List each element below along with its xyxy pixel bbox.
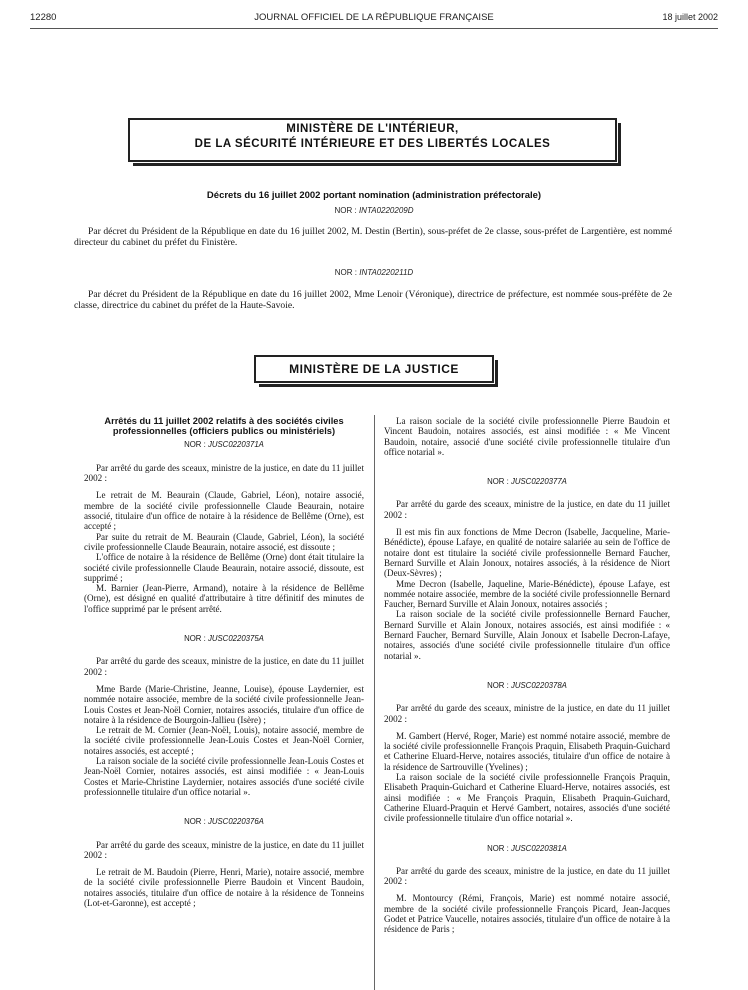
nor-label: NOR : xyxy=(184,817,206,827)
ministry-interior-line1: MINISTÈRE DE L'INTÉRIEUR, xyxy=(286,123,459,135)
decrees-title: Décrets du 16 juillet 2002 portant nomination (administration préfectorale) xyxy=(206,190,542,201)
nor-code: JUSC0220381A xyxy=(510,843,567,853)
nor-label: NOR : xyxy=(334,268,358,277)
paragraph: La raison sociale de la société civile professionnelle Bernard Faucher, Bernard Surville et Alain Jonoux, notaires associés, est ainsi modifiée : « Bernard Faucher, Bernard Surville, Alain Jonoux et Isabelle Decron-Lafaye, notaires, associés d'une société civile professionnelle titulaire d'un office notarial ». xyxy=(384,609,670,661)
left-column xyxy=(84,416,364,908)
ministry-justice-title: MINISTÈRE DE LA JUSTICE xyxy=(289,362,459,376)
paragraph: Le retrait de M. Beaurain (Claude, Gabriel, Léon), notaire associé, membre de la société civile professionnelle Claude Beaurain, notaire associé, titulaire d'un office de notaire à la résidence de Bellême (Orne), est accepté ; xyxy=(84,490,364,532)
paragraph: La raison sociale de la société civile professionnelle Jean-Louis Costes et Jean-Noël Cornier, notaires associés, est ainsi modifiée : « Jean-Louis Costes et Marie-Christine Laydernier, notaires associés d'une société civile professionnelle titulaire d'un office notarial ». xyxy=(84,756,364,797)
paragraph: Par arrêté du garde des sceaux, ministre de la justice, en date du 11 juillet 2002 : xyxy=(84,839,364,860)
nor-code: INTA0220209D xyxy=(358,206,414,215)
nor-code: JUSC0220371A xyxy=(207,439,264,449)
nor-label: NOR : xyxy=(487,680,509,690)
paragraph: M. Gambert (Hervé, Roger, Marie) est nommé notaire associé, membre de la société civile professionnelle François Praquin, Elisabeth Praquin-Guichard et Catherine Eluard-Herve, notaires associés, titulaire d'un office de notaire à la résidence de Sartrouville (Yvelines) ; xyxy=(384,730,670,772)
paragraph: M. Montourcy (Rémi, François, Marie) est nommé notaire associé, membre de la société civile professionnelle François Picard, Jean-Jacques Godet et Patrice Vaucelle, notaires associés, titulaire d'un office de notaire à la résidence de Paris ; xyxy=(384,893,670,935)
paragraph: Par arrêté du garde des sceaux, ministre de la justice, en date du 11 juillet 2002 : xyxy=(384,499,670,520)
nor-label: NOR : xyxy=(334,206,357,215)
decree-text-1: Par décret du Président de la République en date du 16 juillet 2002, M. Destin (Bertin), sous-préfet de 2e classe, sous-préfet de Largentière, est nommé directeur du cabinet du préfet du Finistère. xyxy=(74,226,672,248)
paragraph: L'office de notaire à la résidence de Bellême (Orne) dont était titulaire la société civile professionnelle Claude Beaurain, notaire associé, dissoute, est supprimé ; xyxy=(84,552,364,583)
nor-code: JUSC0220376A xyxy=(207,817,264,827)
right-column xyxy=(384,416,670,935)
arretes-title: Arrêtés du 11 juillet 2002 relatifs à des sociétés civiles professionnelles (officiers publics ou ministériels) xyxy=(104,416,344,437)
paragraph: Mme Barde (Marie-Christine, Jeanne, Louise), épouse Laydernier, est nommée notaire associée, membre de la société civile professionnelle Jean-Louis Costes et Jean-Noël Cornier, notaires associés, titulaire d'un office de notaire à la résidence de Bourgoin-Jallieu (Isère) ; xyxy=(84,683,364,725)
nor-label: NOR : xyxy=(184,634,206,644)
decree-paragraph xyxy=(74,289,672,311)
nor-reference xyxy=(0,268,748,277)
paragraph: Par suite du retrait de M. Beaurain (Claude, Gabriel, Léon), la société civile professionnelle Claude Beaurain, notaire associé, est dissoute ; xyxy=(84,531,364,552)
paragraph: Par arrêté du garde des sceaux, ministre de la justice, en date du 11 juillet 2002 : xyxy=(384,865,670,887)
nor-reference xyxy=(84,440,364,450)
paragraph: M. Barnier (Jean-Pierre, Armand), notaire à la résidence de Bellême (Orne), est désigné en qualité d'attributaire à titre définitif des minutes de l'office supprimé par le présent arrêté. xyxy=(84,583,364,614)
ministry-interior-box xyxy=(128,118,617,162)
header-rule xyxy=(30,28,718,29)
page-number: 12280 xyxy=(30,12,57,23)
column-separator xyxy=(374,415,375,990)
nor-reference xyxy=(384,477,670,487)
paragraph: Par arrêté du garde des sceaux, ministre de la justice, en date du 11 juillet 2002 : xyxy=(84,656,364,677)
paragraph: Par arrêté du garde des sceaux, ministre de la justice, en date du 11 juillet 2002 : xyxy=(384,703,670,724)
journal-title: JOURNAL OFFICIEL DE LA RÉPUBLIQUE FRANÇAISE xyxy=(254,12,494,23)
nor-code: JUSC0220377A xyxy=(510,477,567,487)
nor-code: INTA0220211D xyxy=(359,268,414,277)
ministry-interior-line2: DE LA SÉCURITÉ INTÉRIEURE ET DES LIBERTÉS LOCALES xyxy=(194,138,551,150)
nor-label: NOR : xyxy=(487,843,509,853)
page-header xyxy=(30,12,718,26)
nor-code: JUSC0220378A xyxy=(510,680,567,690)
paragraph: Mme Decron (Isabelle, Jaqueline, Marie-Bénédicte), épouse Lafaye, est nommée notaire associée, membre de la société civile professionnelle Bernard Faucher, Bernard Surville et Alain Jonoux, notaires associés ; xyxy=(384,578,670,610)
issue-date: 18 juillet 2002 xyxy=(662,12,718,22)
ministry-justice-box xyxy=(254,355,494,383)
paragraph: La raison sociale de la société civile professionnelle François Praquin, Elisabeth Praquin-Guichard et Catherine Eluard-Herve, notaires associés, est ainsi modifiée : « Me François Praquin, Elisabeth Praquin-Guichard, Catherine Eluard-Praquin et Hervé Gambert, notaires, associés d'une société civile professionnelle titulaire d'un office notarial ». xyxy=(384,772,670,824)
paragraph: Par arrêté du garde des sceaux, ministre de la justice, en date du 11 juillet 2002 : xyxy=(84,462,364,484)
nor-reference xyxy=(0,206,748,215)
nor-label: NOR : xyxy=(184,439,206,449)
nor-reference xyxy=(84,634,364,644)
paragraph: Le retrait de M. Cornier (Jean-Noël, Louis), notaire associé, membre de la société civile professionnelle Jean-Louis Costes et Jean-Noël Cornier, notaires associés, est accepté ; xyxy=(84,725,364,756)
decree-text-2: Par décret du Président de la République en date du 16 juillet 2002, Mme Lenoir (Véronique), directrice de préfecture, est nommée sous-préfète de 2e classe, directrice du cabinet du préfet de la Haute-Savoie. xyxy=(74,289,672,311)
nor-label: NOR : xyxy=(487,477,509,487)
paragraph: Le retrait de M. Baudoin (Pierre, Henri, Marie), notaire associé, membre de la société civile professionnelle Pierre Baudoin et Vincent Baudoin, notaires associés, titulaire d'un office de notaire à la résidence de Tonneins (Lot-et-Garonne), est accepté ; xyxy=(84,867,364,908)
nor-reference xyxy=(384,844,670,854)
decree-paragraph xyxy=(74,226,672,248)
nor-reference xyxy=(384,681,670,691)
nor-code: JUSC0220375A xyxy=(207,634,264,644)
paragraph: La raison sociale de la société civile professionnelle Pierre Baudoin et Vincent Baudoin, notaires associés, est ainsi modifiée : « Me Vincent Baudoin, notaire, associé d'une société civile professionnelle titulaire d'un office notarial ». xyxy=(384,416,670,457)
paragraph: Il est mis fin aux fonctions de Mme Decron (Isabelle, Jacqueline, Marie-Bénédicte), épouse Lafaye, en qualité de notaire salariée au sein de l'office de notaire dont est titulaire la société civile professionnelle Bernard Faucher, Bernard Surville et Alain Jonoux, notaires associés, à la résidence de Niort (Deux-Sèvres) ; xyxy=(384,527,670,579)
nor-reference xyxy=(84,817,364,827)
